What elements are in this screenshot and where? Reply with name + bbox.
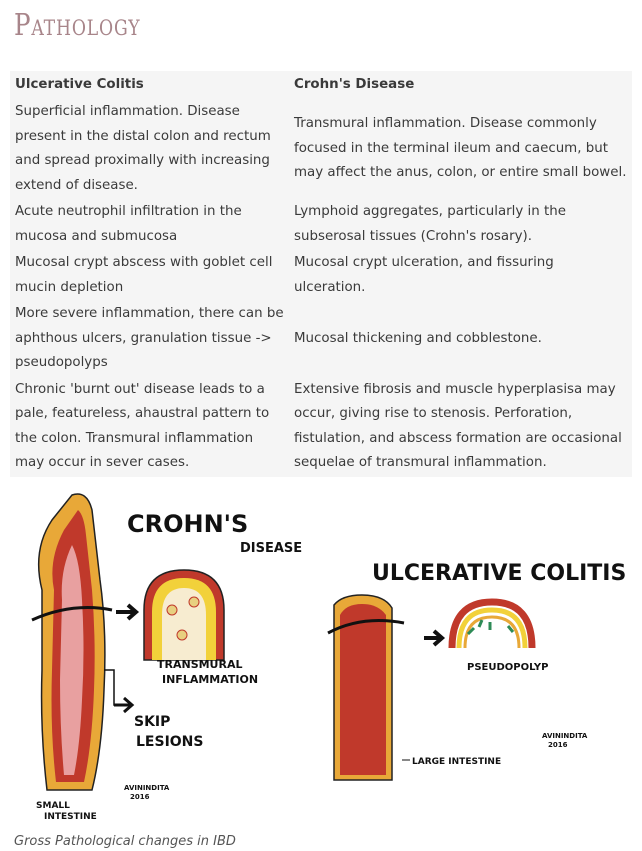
column-header-ulcerative-colitis: Ulcerative Colitis xyxy=(15,76,144,92)
table-row xyxy=(10,99,632,199)
small-intestine-label-line1: SMALL xyxy=(36,801,70,811)
artist-signature-right: AVININDITA xyxy=(542,732,588,740)
crohns-cross-section-drawing xyxy=(144,570,224,660)
table-row xyxy=(10,301,632,377)
table-cell: More severe inflammation, there can be aphthous ulcers, granulation tissue -> pseudopolyps xyxy=(15,306,284,370)
transmural-label-line1: TRANSMURAL xyxy=(157,658,243,671)
table-cell: Acute neutrophil infiltration in the mucosa and submucosa xyxy=(15,204,242,244)
column-header-crohns-disease: Crohn's Disease xyxy=(294,76,415,92)
table-cell: Mucosal crypt abscess with goblet cell mucin depletion xyxy=(15,255,273,295)
skip-lesions-label-line2: LESIONS xyxy=(136,734,204,750)
section-heading: Pathology xyxy=(14,8,141,43)
table-cell: Superficial inflammation. Disease present in the distal colon and rectum and spread proximally with increasing extend of disease. xyxy=(15,104,271,193)
table-cell: Lymphoid aggregates, particularly in the subserosal tissues (Crohn's rosary). xyxy=(294,204,566,244)
skip-lesions-label-line1: SKIP xyxy=(134,714,171,730)
table-cell: Mucosal crypt ulceration, and fissuring ulceration. xyxy=(294,255,554,295)
table-cell: Mucosal thickening and cobblestone. xyxy=(294,330,542,346)
crohns-subtitle: DISEASE xyxy=(240,541,303,556)
artist-signature-right-year: 2016 xyxy=(548,741,568,749)
arrow-icon xyxy=(116,605,136,619)
table-header-row xyxy=(10,71,632,99)
artist-signature-left-year: 2016 xyxy=(130,793,150,801)
uc-title: ULCERATIVE COLITIS xyxy=(372,561,627,586)
table-cell: Extensive fibrosis and muscle hyperplasisa may occur, giving rise to stenosis. Perforation, fistulation, and abscess formation are occasional sequelae of transmural inflammation. xyxy=(294,381,622,470)
large-intestine-drawing xyxy=(328,595,410,780)
large-intestine-label: LARGE INTESTINE xyxy=(412,757,502,767)
artist-signature-left: AVININDITA xyxy=(124,784,170,792)
arrow-icon xyxy=(424,631,442,645)
pseudopolyp-label: PSEUDOPOLYP xyxy=(467,662,549,673)
transmural-label-line2: INFLAMMATION xyxy=(162,673,259,686)
table-cell: Chronic 'burnt out' disease leads to a pale, featureless, ahaustral pattern to the colon. Transmural inflammation may occur in sever cases. xyxy=(15,381,270,470)
small-intestine-drawing xyxy=(32,494,132,790)
table-row xyxy=(10,377,632,477)
comparison-table xyxy=(10,71,632,477)
table-row xyxy=(10,250,632,301)
small-intestine-label-line2: INTESTINE xyxy=(44,812,97,822)
figure-caption: Gross Pathological changes in IBD xyxy=(14,834,236,849)
table-cell: Transmural inflammation. Disease commonly focused in the terminal ileum and caecum, but may affect the anus, colon, or entire small bowel. xyxy=(294,116,627,181)
crohns-title: CROHN'S xyxy=(127,510,249,538)
table-row xyxy=(10,199,632,250)
ibd-illustration xyxy=(12,490,632,830)
uc-cross-section-drawing xyxy=(452,602,532,648)
